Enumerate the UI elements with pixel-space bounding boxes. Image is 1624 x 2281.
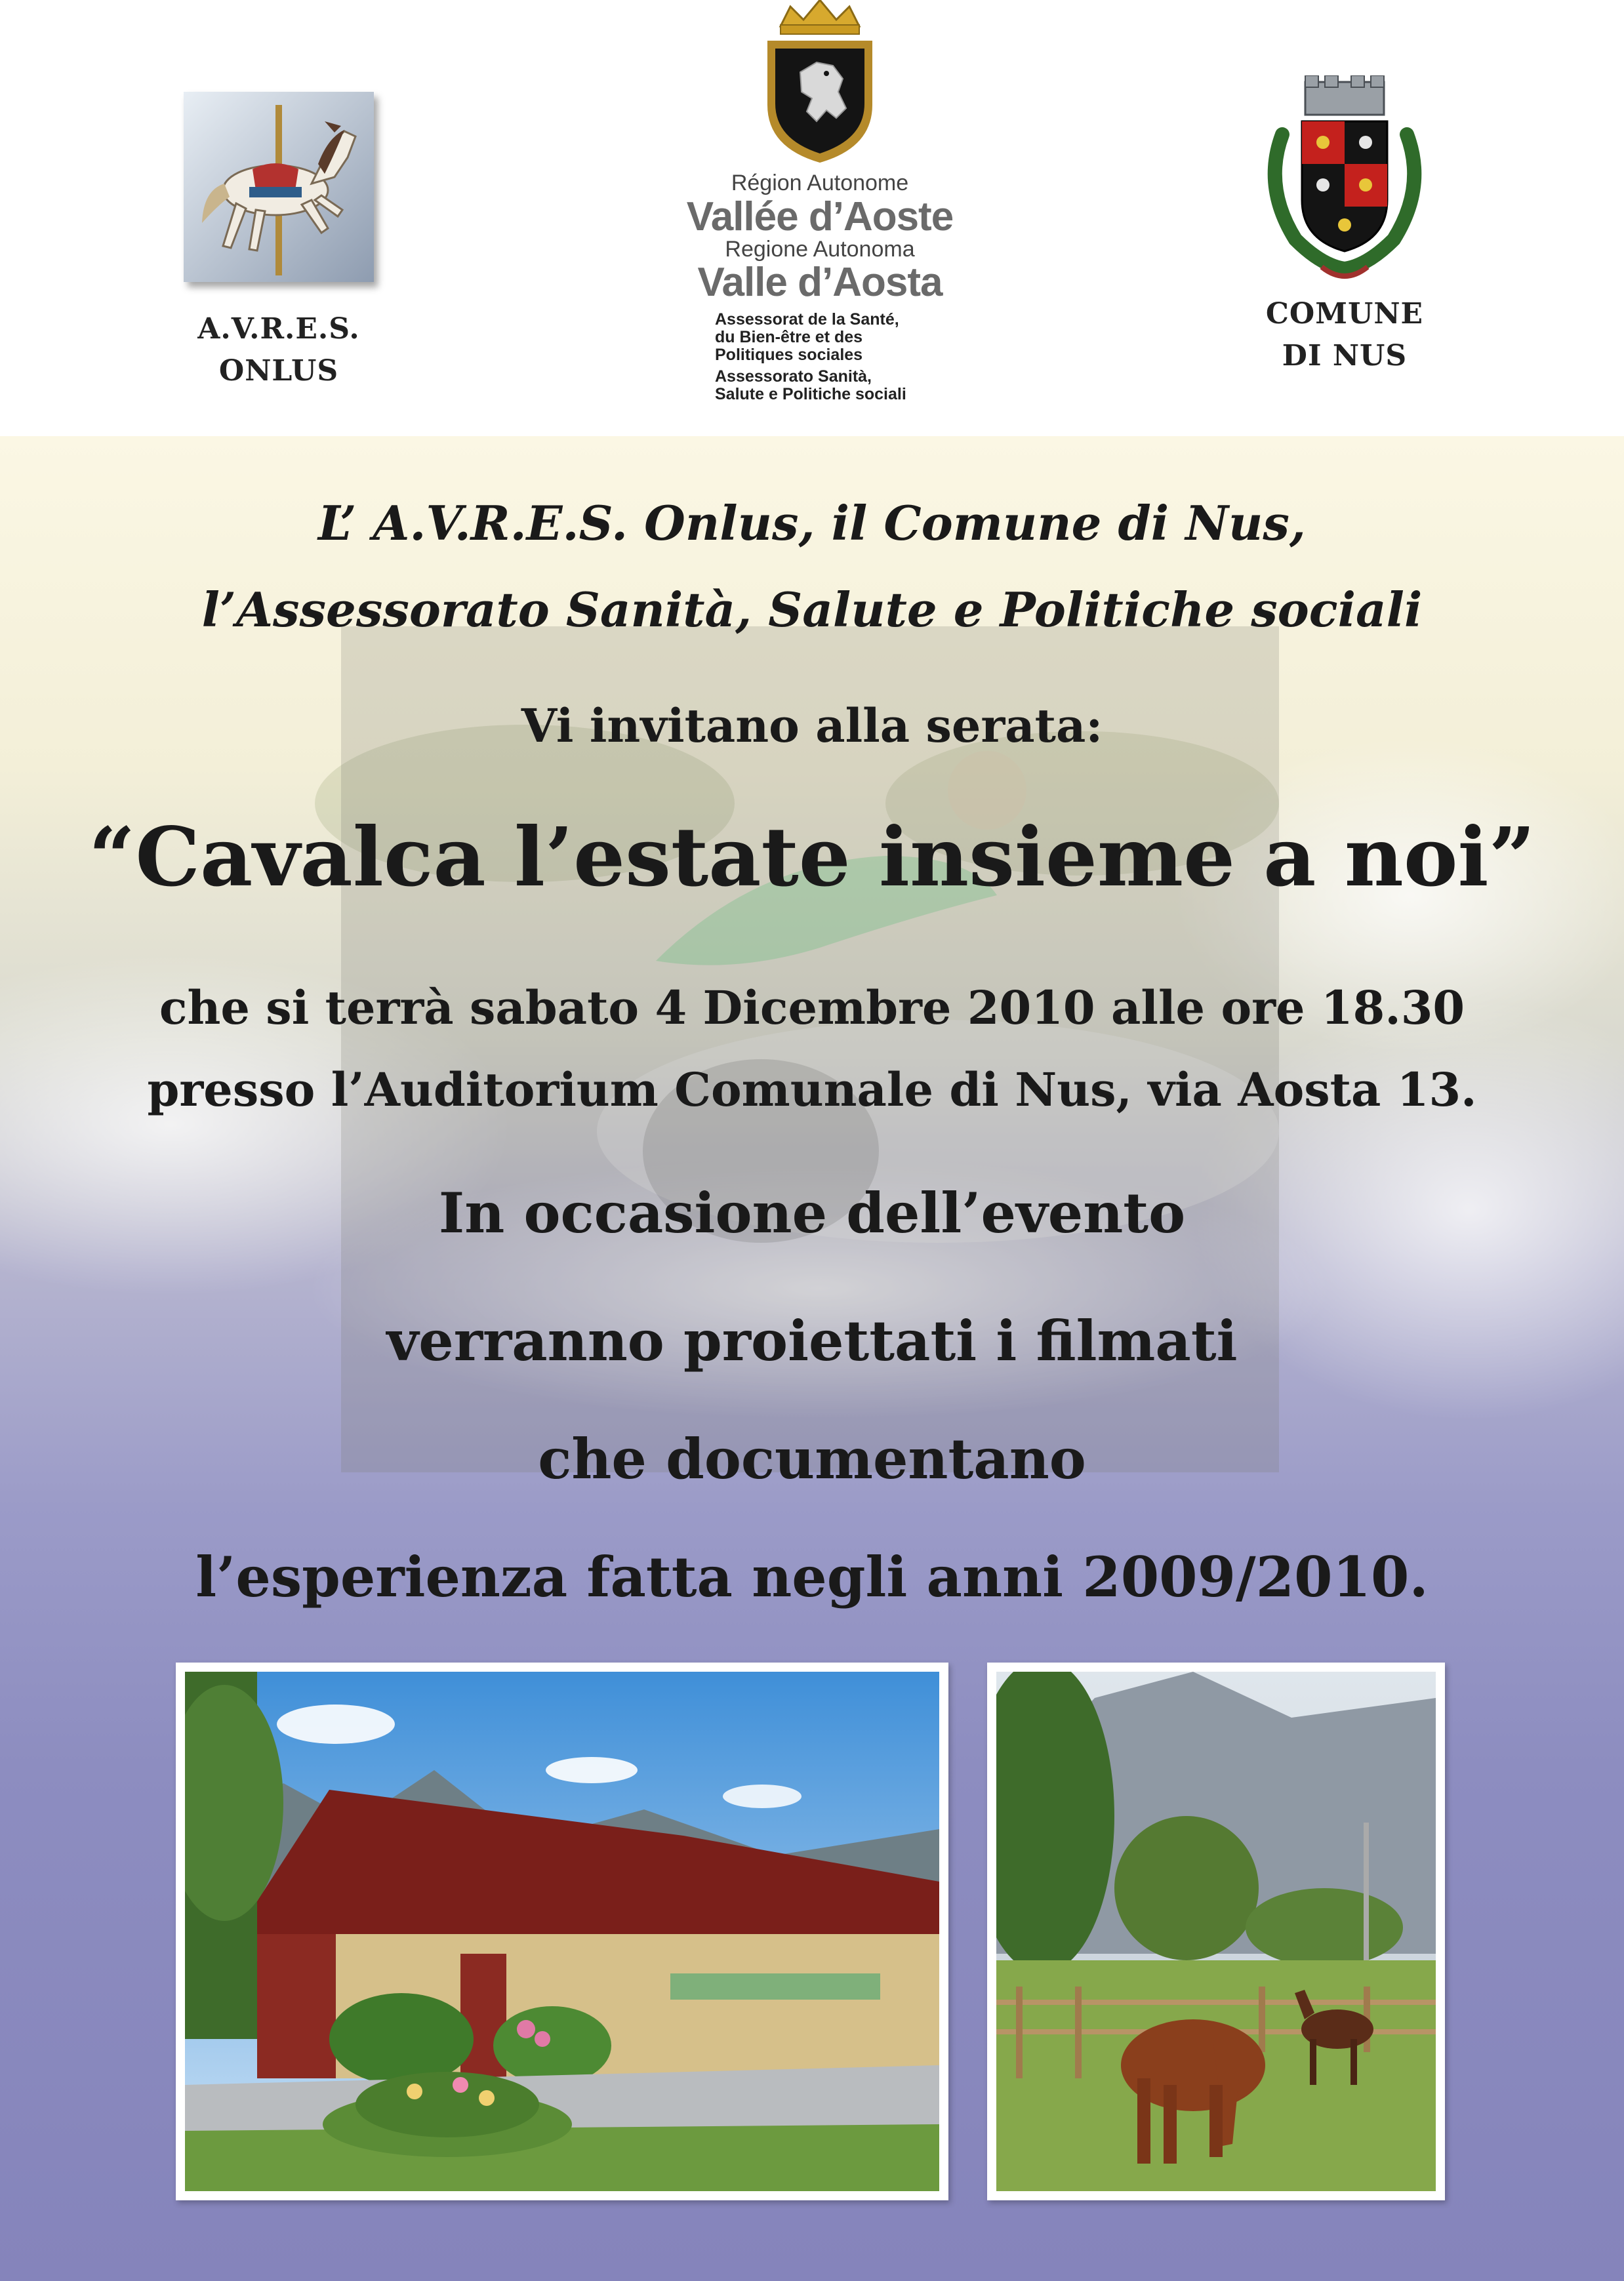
- occasion-line-2: verranno proiettati i filmati: [386, 1308, 1238, 1373]
- comune-crest-icon: [1256, 75, 1433, 285]
- region-name-it: Valle d’Aosta: [697, 260, 943, 306]
- dept-fr-line: du Bien-être et des: [715, 327, 863, 346]
- date-line-1: che si terrà sabato 4 Dicembre 2010 alle ore 18.30: [159, 980, 1465, 1035]
- avres-logo-block: [151, 92, 407, 392]
- carousel-horse-icon: [184, 92, 374, 282]
- date-line-2: presso l’Auditorium Comunale di Nus, via Aosta 13.: [147, 1062, 1477, 1117]
- region-crest-lion-icon: [754, 0, 885, 164]
- region-name-it-small: Regione Autonoma: [725, 236, 915, 262]
- nus-comune: COMUNE: [1265, 297, 1424, 331]
- region-logo-block: [676, 0, 964, 403]
- dept-fr-line: Assessorat de la Santé,: [715, 310, 899, 329]
- region-name-fr: Vallée d’Aoste: [686, 193, 954, 239]
- nus-caption: [1233, 293, 1456, 377]
- nus-name: DI NUS: [1282, 339, 1408, 373]
- avres-name: A.V.R.E.S.: [197, 312, 360, 346]
- poster-header: [0, 0, 1624, 436]
- nus-logo-block: [1233, 75, 1456, 377]
- dept-fr-line: Politiques sociales: [715, 345, 863, 364]
- event-title: “Cavalca l’estate insieme a noi”: [89, 810, 1535, 905]
- occasion-line-4: l’esperienza fatta negli anni 2009/2010.: [195, 1544, 1429, 1609]
- avres-onlus: ONLUS: [218, 354, 339, 388]
- intro-line-2: l’Assessorato Sanità, Salute e Politiche sociali: [201, 582, 1423, 637]
- poster-body: [0, 436, 1624, 2281]
- occasion-line-3: che documentano: [538, 1426, 1086, 1491]
- region-department-fr: [715, 311, 964, 364]
- horses-grazing-photo: [987, 1663, 1445, 2200]
- intro-line-1: L’ A.V.R.E.S. Onlus, il Comune di Nus,: [318, 495, 1306, 551]
- occasion-line-1: In occasione dell’evento: [438, 1181, 1186, 1245]
- dept-it-line: Assessorato Sanità,: [715, 367, 872, 386]
- region-name-fr-small: Région Autonome: [731, 171, 909, 195]
- dept-it-line: Salute e Politiche sociali: [715, 384, 906, 403]
- avres-caption: [151, 308, 407, 392]
- riding-center-building-photo: [176, 1663, 948, 2200]
- invite-line: Vi invitano alla serata:: [521, 698, 1103, 753]
- region-department-it: [715, 368, 964, 403]
